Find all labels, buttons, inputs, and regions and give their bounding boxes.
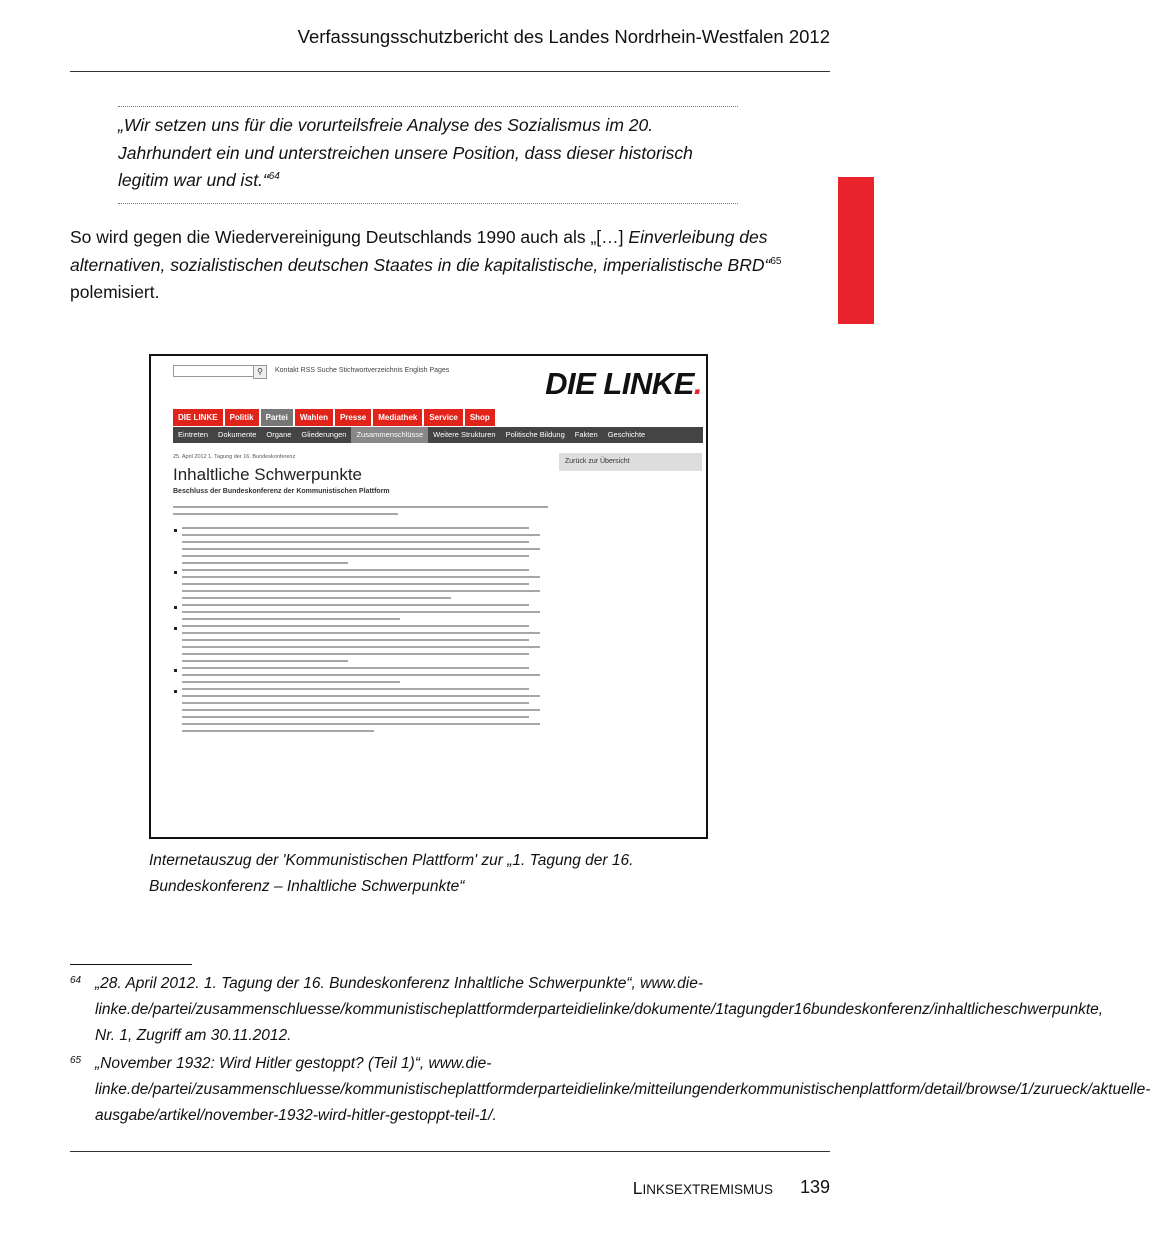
footer-rule bbox=[70, 1151, 830, 1152]
paragraph-footnote-ref: 65 bbox=[770, 255, 782, 267]
nav-item: Mediathek bbox=[373, 409, 422, 426]
footer-section-initial: L bbox=[632, 1178, 643, 1198]
subnav-item: Dokumente bbox=[218, 430, 257, 439]
website-screenshot bbox=[149, 354, 708, 839]
quote-divider-bottom bbox=[118, 203, 738, 204]
subnav-item: Politische Bildung bbox=[505, 430, 565, 439]
logo-dot: . bbox=[693, 366, 702, 401]
header-rule bbox=[70, 71, 830, 72]
footnote-text: „November 1932: Wird Hitler gestoppt? (Teil 1)“, www.die-linke.de/partei/zusammenschluesse/kommunistischeplattformderparteidielinke/mitteilungenderkommunistischenplattform/detail/browse/1/zurueck/aktuelle-ausgabe/artikel/november-1932-wird-hitler-gestoppt-teil-1/. bbox=[95, 1055, 1150, 1124]
subnav-item: Eintreten bbox=[178, 430, 209, 439]
footer-section-rest: INKSEXTREMISMUS bbox=[642, 1182, 773, 1197]
footnote-rule bbox=[70, 964, 192, 965]
search-icon: ⚲ bbox=[253, 365, 267, 379]
search-input bbox=[173, 365, 255, 377]
primary-nav bbox=[173, 409, 497, 426]
paragraph-quote: Einverleibung des alternativen, sozialistischen deutschen Staates in die kapitalistische, imperialistische BRD“ bbox=[70, 227, 771, 275]
body-paragraph bbox=[70, 224, 800, 307]
subnav-item: Geschichte bbox=[607, 430, 646, 439]
subnav-item: Fakten bbox=[574, 430, 598, 439]
footnote-text: „28. April 2012. 1. Tagung der 16. Bundeskonferenz Inhaltliche Schwerpunkte“, www.die-linke.de/partei/zusammenschluesse/kommunistischeplattformderparteidielinke/dokumente/1tagungder16bundeskonferenz/inhaltlicheschwerpunkte, Nr. 1, Zugriff am 30.11.2012. bbox=[95, 975, 1104, 1044]
footnote-64 bbox=[70, 971, 1104, 1049]
article-heading: Inhaltliche Schwerpunkte bbox=[173, 465, 363, 484]
article-bullets bbox=[173, 522, 551, 737]
site-logo bbox=[545, 366, 702, 402]
page-number: 139 bbox=[799, 1177, 830, 1197]
nav-item: Wahlen bbox=[295, 409, 333, 426]
footnote-number: 64 bbox=[70, 975, 82, 986]
logo-text: DIE LINKE bbox=[545, 366, 694, 401]
bullet-item bbox=[173, 604, 551, 621]
header-title: Verfassungsschutzbericht des Landes Nordrhein-Westfalen 2012 bbox=[297, 26, 830, 47]
footnote-number: 65 bbox=[70, 1055, 82, 1066]
paragraph-text-end: polemisiert. bbox=[70, 282, 160, 302]
bullet-item bbox=[173, 527, 551, 565]
nav-item: Service bbox=[424, 409, 462, 426]
section-tab-marker bbox=[838, 177, 874, 324]
article-subheading: Beschluss der Bundeskonferenz der Kommunistischen Plattform bbox=[173, 488, 390, 495]
bullet-item bbox=[173, 667, 551, 684]
quote-text: „Wir setzen uns für die vorurteilsfreie Analyse des Sozialismus im 20. Jahrhundert ein und unterstreichen unsere Position, dass dieser historisch legitim war und ist.“ bbox=[118, 115, 693, 190]
top-links: Kontakt RSS Suche Stichwortverzeichnis English Pages bbox=[275, 367, 450, 374]
nav-item: DIE LINKE bbox=[173, 409, 223, 426]
nav-item: Presse bbox=[335, 409, 371, 426]
nav-item: Politik bbox=[225, 409, 259, 426]
nav-item: Shop bbox=[465, 409, 495, 426]
quote-divider-top bbox=[118, 106, 738, 107]
secondary-nav bbox=[173, 427, 703, 443]
subnav-item: Zusammenschlüsse bbox=[351, 427, 428, 443]
subnav-item: Organe bbox=[266, 430, 292, 439]
quote-footnote-ref: 64 bbox=[268, 171, 280, 182]
nav-item: Partei bbox=[261, 409, 293, 426]
footer-section-title bbox=[633, 1178, 773, 1199]
quote-block bbox=[118, 112, 748, 195]
paragraph-text-start: So wird gegen die Wiedervereinigung Deutschlands 1990 auch als „[…] bbox=[70, 227, 629, 247]
back-to-overview-link: Zurück zur Übersicht bbox=[559, 453, 702, 471]
bullet-item bbox=[173, 569, 551, 600]
footnote-65 bbox=[70, 1051, 1150, 1129]
article-date: 25. April 2012 1. Tagung der 16. Bundeskonferenz bbox=[173, 454, 296, 460]
bullet-item bbox=[173, 688, 551, 733]
article-intro bbox=[173, 501, 548, 520]
figure-caption: Internetauszug der 'Kommunistischen Plattform' zur „1. Tagung der 16. Bundeskonferenz – Inhaltliche Schwerpunkte“ bbox=[149, 852, 634, 895]
bullet-item bbox=[173, 625, 551, 663]
subnav-item: Gliederungen bbox=[301, 430, 347, 439]
subnav-item: Weitere Strukturen bbox=[433, 430, 496, 439]
